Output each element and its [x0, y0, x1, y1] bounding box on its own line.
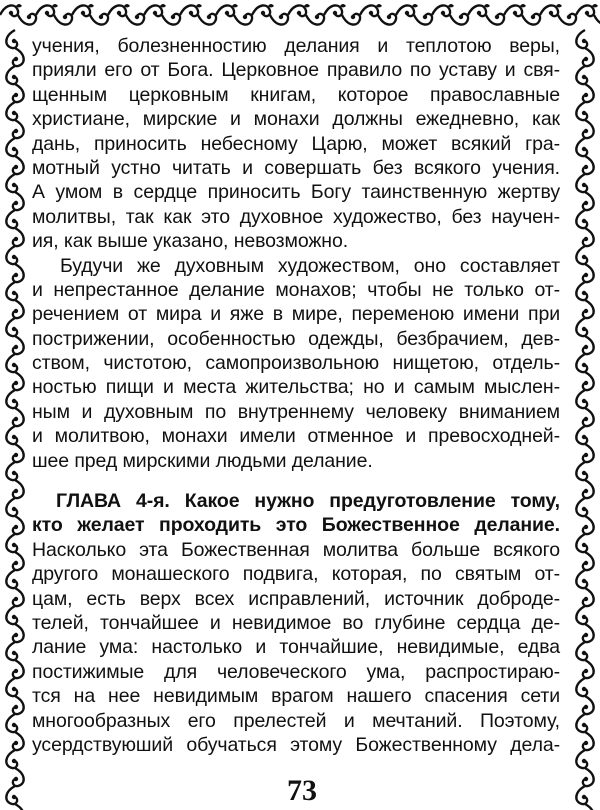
- text-line: молитвы, так как это духовное художество, без научен-: [32, 205, 560, 228]
- text-line: шее пред мирскими людьми делание.: [32, 449, 373, 472]
- text-line: цам, есть верх всех исправлений, источник доброде-: [32, 587, 560, 610]
- text-line: лание ума: настолько и тончайшие, невидимые, едва: [32, 636, 560, 659]
- text-line: ия, как выше указано, невозможно.: [32, 230, 349, 253]
- text-line: дань, приносить небесному Царю, может всякий гра-: [32, 132, 560, 155]
- text-line: ством, чистотою, самопроизвольною нищетою, отдель-: [32, 352, 560, 375]
- text-line: ностью пищи и места жительства; но и самым мыслен-: [32, 376, 560, 399]
- text-line: постижимые для человеческого ума, распростираю-: [32, 660, 560, 683]
- chapter-heading-line: кто желает проходить это Божественное делание.: [32, 514, 560, 537]
- text-line: А умом в сердце приносить Богу таинственную жертву: [32, 181, 560, 204]
- text-line: щенным церковным книгам, которое православные: [32, 83, 560, 106]
- paragraph-1: [32, 34, 560, 254]
- text-line: усердствуюший обучаться этому Божественному дела-: [32, 733, 560, 756]
- text-line: телей, тончайшее и невидимое во глубине сердца де-: [32, 611, 560, 634]
- ornamental-border-left: [0, 0, 30, 810]
- text-line: речением от мира и яже в мире, переменою имени при: [32, 303, 560, 326]
- text-line: многообразных его прелестей и мечтаний. Поэтому,: [32, 709, 560, 732]
- paragraph-3: [32, 538, 560, 758]
- page-number: 73: [287, 774, 317, 807]
- book-page-text: [32, 34, 560, 757]
- text-line: и непрестанное делание монахов; чтобы не только от-: [32, 278, 560, 301]
- chapter-heading-line: ГЛАВА 4-я. Какое нужно предуготовление тому,: [56, 490, 560, 513]
- text-line: Будучи же духовным художеством, оно составляет: [60, 254, 560, 277]
- paragraph-2: [32, 254, 560, 474]
- text-line: пострижении, особенностью одежды, безбрачием, дев-: [32, 327, 560, 350]
- chapter-heading: [32, 489, 560, 538]
- text-line: учения, болезненностию делания и теплотою веры,: [32, 35, 560, 57]
- ornamental-border-right: [570, 0, 600, 810]
- text-line: христиане, мирские и монахи должны ежедневно, как: [32, 108, 560, 131]
- text-line: тся на нее невидимым врагом нашего спасения сети: [32, 685, 560, 708]
- text-line: другого монашеского подвига, которая, по святым от-: [32, 563, 560, 586]
- text-line: прияли его от Бога. Церковное правило по уставу и свя-: [32, 59, 560, 82]
- text-line: Насколько эта Божественная молитва больше всякого: [32, 538, 560, 561]
- text-line: и молитвою, монахи имели отменное и превосходней-: [32, 425, 560, 448]
- text-line: ным и духовным по внутреннему человеку вниманием: [32, 400, 560, 423]
- ornamental-border-top: [0, 0, 600, 30]
- text-line: мотный устно читать и совершать без всякого учения.: [32, 156, 560, 179]
